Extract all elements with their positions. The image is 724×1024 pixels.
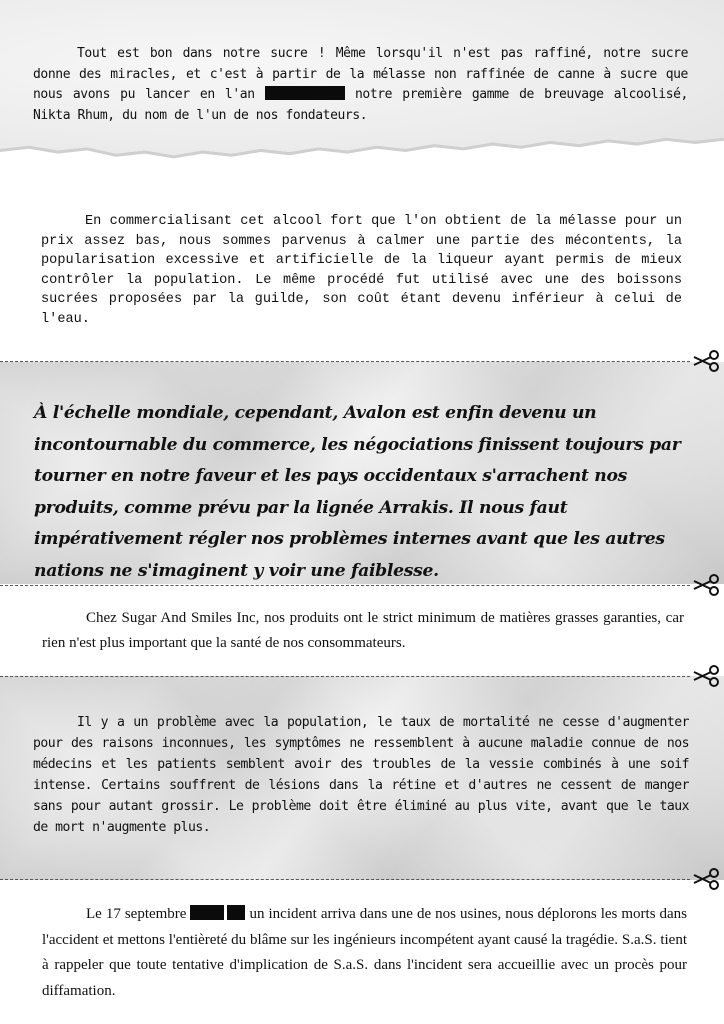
crumpled-panel-problem bbox=[0, 676, 724, 880]
scissors-icon bbox=[692, 665, 720, 687]
redaction-bar bbox=[227, 905, 245, 921]
scissors-icon bbox=[692, 868, 720, 890]
torn-paper-note bbox=[0, 0, 724, 160]
incident-section bbox=[0, 902, 724, 1012]
alcohol-paragraph: En commercialisant cet alcool fort que l'on obtient de la mélasse pour un prix assez bas, nous sommes parvenus à calmer une partie des mécontents, la popularisation excessive et artificielle de la liqueur ayant permis de mieux contrôler la population. Le même procédé fut utilisé avec une des boissons sucrées proposées par la guilde, son coût étant devenu inférieur à celui de l'eau. bbox=[41, 214, 682, 327]
problem-paragraph: Il y a un problème avec la population, le taux de mortalité ne cesse d'augmenter pour des raisons inconnues, les symptômes ne ressemblent à aucune maladie connue de nos médecins et les patients semblent avoir des troubles de la vessie combinés à une soif intense. Certains souffrent de lésions dans la rétine et d'autres ne cessent de manger sans pour autant grossir. Le problème doit être éliminé au plus vite, avant que le taux de mort n'augmente plus. bbox=[33, 715, 689, 835]
alcohol-section bbox=[0, 212, 724, 327]
cut-line bbox=[0, 879, 690, 880]
intro-paragraph bbox=[33, 44, 688, 126]
crumpled-panel-world bbox=[0, 362, 724, 584]
incident-paragraph bbox=[42, 902, 687, 1004]
cut-line bbox=[0, 361, 690, 362]
intro-text-after: notre première gamme de breuvage alcoolisé, Nikta Rhum, du nom de l'un de nos fondateurs. bbox=[33, 87, 688, 123]
scissors-icon bbox=[692, 350, 720, 372]
cut-line bbox=[0, 585, 690, 586]
intro-text-before: Tout est bon dans notre sucre ! Même lorsqu'il n'est pas raffiné, notre sucre donne des miracles, et c'est à partir de la mélasse non raffinée de canne à sucre que nous avons pu lancer en l'an bbox=[33, 46, 688, 102]
redaction-bar bbox=[190, 905, 224, 921]
scissors-icon bbox=[692, 574, 720, 596]
redaction-bar bbox=[265, 86, 345, 100]
world-paragraph: À l'échelle mondiale, cependant, Avalon est enfin devenu un incontournable du commerce, les négociations finissent toujours par tourner en notre faveur et les pays occidentaux s'arrachent nos produits, comme prévu par la lignée Arrakis. Il nous faut impérativement régler nos problèmes internes avant que les autres nations ne s'imaginent y voir une faiblesse. bbox=[34, 403, 681, 581]
incident-text-after: un incident arriva dans une de nos usines, nous déplorons les morts dans l'accident et mettons l'entièreté du blâme sur les ingénieurs incompétent ayant causé la tragédie. S.a.S. tient à rappeler que toute tentative d'implication de S.a.S. dans l'incident sera accueillie avec un procès pour diffamation. bbox=[42, 906, 688, 999]
fat-paragraph: Chez Sugar And Smiles Inc, nos produits ont le strict minimum de matières grasses garanties, car rien n'est plus important que la santé de nos consommateurs. bbox=[42, 610, 684, 651]
cut-line bbox=[0, 676, 690, 677]
incident-text-before: Le 17 septembre bbox=[86, 906, 187, 922]
fat-section bbox=[0, 606, 724, 656]
